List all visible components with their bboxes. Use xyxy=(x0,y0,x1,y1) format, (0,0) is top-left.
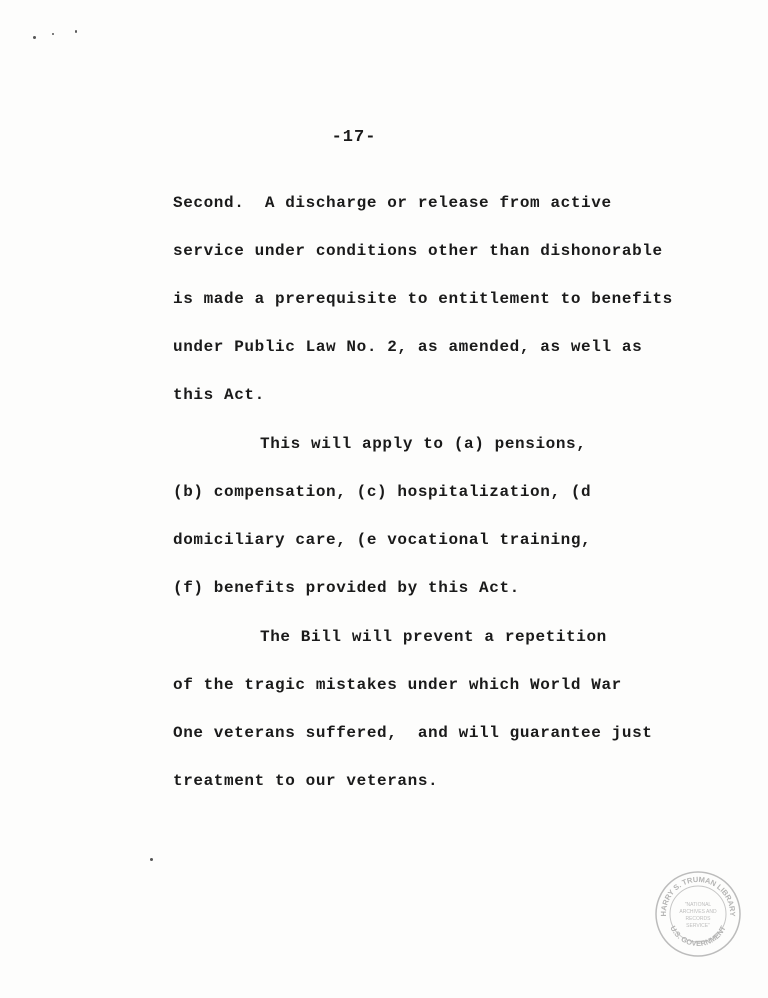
stamp-center-line: "NATIONAL xyxy=(684,902,712,908)
text-line: service under conditions other than dishonorable xyxy=(173,242,663,260)
text-line: under Public Law No. 2, as amended, as well as xyxy=(173,338,643,356)
stamp-center-line: ARCHIVES AND xyxy=(679,909,717,915)
text-line: The Bill will prevent a repetition xyxy=(260,628,607,646)
text-line: domiciliary care, (e vocational training, xyxy=(173,531,592,549)
text-line: this Act. xyxy=(173,386,265,404)
text-line: Second. A discharge or release from active xyxy=(173,194,612,212)
margin-speck xyxy=(33,36,36,39)
margin-speck xyxy=(150,858,153,861)
stamp-top-text: HARRY S. TRUMAN LIBRARY xyxy=(658,874,738,917)
text-line: (b) compensation, (c) hospitalization, (d xyxy=(173,483,592,501)
text-line: is made a prerequisite to entitlement to benefits xyxy=(173,290,673,308)
margin-speck xyxy=(52,33,54,35)
text-line: of the tragic mistakes under which World War xyxy=(173,676,622,694)
stamp-center-line: RECORDS xyxy=(685,916,711,922)
margin-speck xyxy=(75,30,77,33)
page-number: -17- xyxy=(331,128,377,147)
text-line: treatment to our veterans. xyxy=(173,772,439,790)
text-line: One veterans suffered, and will guarantee just xyxy=(173,724,653,742)
text-line: This will apply to (a) pensions, xyxy=(260,435,587,453)
stamp-bottom-text: U.S. GOVERNMENT xyxy=(668,924,728,949)
text-line: (f) benefits provided by this Act. xyxy=(173,579,520,597)
archive-seal-stamp xyxy=(654,870,742,958)
stamp-center-line: SERVICE" xyxy=(686,923,710,929)
